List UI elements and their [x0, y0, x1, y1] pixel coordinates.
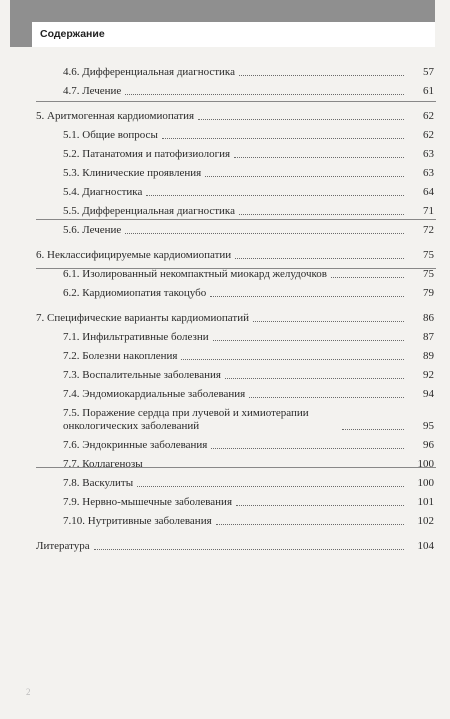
section-divider: [36, 219, 436, 220]
toc-entry: [36, 224, 434, 237]
toc-entry: [36, 205, 434, 218]
toc-entry: [36, 129, 434, 142]
dot-leader: [210, 296, 404, 297]
dot-leader: [211, 448, 404, 449]
section-divider: [36, 101, 436, 102]
toc-page-number: 100: [417, 458, 434, 470]
toc-entry-label: 4.7. Лечение: [63, 85, 122, 97]
toc-entry: [36, 85, 434, 98]
toc-chapter-label: 7. Специфические варианты кардиомиопатий: [36, 312, 249, 324]
toc-entry-label: 5.1. Общие вопросы: [63, 129, 158, 141]
toc-entry: [36, 350, 434, 363]
toc-page-number: 101: [417, 496, 434, 508]
toc-entry-label: 7.7. Коллагенозы: [63, 458, 143, 470]
toc-page-number: 72: [423, 224, 434, 236]
dot-leader: [137, 486, 404, 487]
toc-entry-label: 7.2. Болезни накопления: [63, 350, 178, 362]
toc-page-number: 89: [423, 350, 434, 362]
toc-page-number: 104: [417, 540, 434, 552]
toc-page-number: 95: [423, 420, 434, 432]
table-of-contents: [36, 62, 434, 553]
dot-leader: [239, 214, 404, 215]
dot-leader: [125, 94, 404, 95]
toc-entry: [36, 369, 434, 382]
dot-leader: [239, 75, 404, 76]
dot-leader: [162, 138, 404, 139]
toc-entry-label: 5.3. Клинические проявления: [63, 167, 202, 179]
toc-chapter-label: 5. Аритмогенная кардиомиопатия: [36, 110, 195, 122]
toc-entry-label: 6.1. Изолированный некомпактный миокард желудочков: [63, 268, 327, 280]
dot-leader: [94, 549, 404, 550]
toc-entry: [36, 388, 434, 401]
dot-leader: [146, 195, 404, 196]
toc-chapter: [36, 312, 434, 325]
toc-entry: [36, 268, 434, 281]
toc-page-number: 96: [423, 439, 434, 451]
dot-leader: [234, 157, 404, 158]
section-divider: [36, 268, 436, 269]
dot-leader: [205, 176, 404, 177]
toc-chapter-label: 6. Неклассифицируемые кардиомиопатии: [36, 249, 232, 261]
toc-entry-label: 4.6. Дифференциальная диагностика: [63, 66, 235, 78]
section-divider: [36, 467, 436, 468]
toc-page-number: 71: [423, 205, 434, 217]
toc-page-number: 86: [423, 312, 434, 324]
toc-page-number: 63: [423, 167, 434, 179]
toc-chapter: [36, 110, 434, 123]
dot-leader: [213, 340, 404, 341]
toc-entry-label: 7.9. Нервно-мышечные заболевания: [63, 496, 233, 508]
toc-entry-label: 7.4. Эндомиокардиальные заболевания: [63, 388, 246, 400]
toc-entry-label: 7.3. Воспалительные заболевания: [63, 369, 221, 381]
dot-leader: [342, 429, 404, 430]
toc-page-number: 62: [423, 110, 434, 122]
dot-leader: [236, 505, 404, 506]
dot-leader: [181, 359, 404, 360]
toc-page-number: 57: [423, 66, 434, 78]
toc-chapter: [36, 249, 434, 262]
toc-page-number: 61: [423, 85, 434, 97]
page-title: Содержание: [40, 28, 105, 40]
toc-entry: [36, 515, 434, 528]
dot-leader: [216, 524, 404, 525]
toc-entry: [36, 186, 434, 199]
toc-page-number: 64: [423, 186, 434, 198]
toc-page-number: 87: [423, 331, 434, 343]
toc-entry-label: 5.2. Патанатомия и патофизиология: [63, 148, 231, 160]
dot-leader: [253, 321, 404, 322]
dot-leader: [235, 258, 404, 259]
toc-entry-label: 5.4. Диагностика: [63, 186, 143, 198]
toc-page-number: 63: [423, 148, 434, 160]
toc-entry-label: 7.5. Поражение сердца при лучевой и химиотерапии онкологических заболеваний: [63, 407, 309, 432]
toc-page-number: 102: [417, 515, 434, 527]
toc-page-number: 94: [423, 388, 434, 400]
page-corner-mark: 2: [26, 687, 31, 697]
dot-leader: [125, 233, 404, 234]
toc-entry-label: 7.1. Инфильтративные болезни: [63, 331, 209, 343]
toc-entry: [36, 66, 434, 79]
toc-entry-label: 5.6. Лечение: [63, 224, 122, 236]
toc-entry: [36, 148, 434, 161]
toc-chapter-label: Литература: [36, 540, 90, 552]
toc-entry: [36, 439, 434, 452]
toc-page-number: 75: [423, 249, 434, 261]
dot-leader: [331, 277, 404, 278]
toc-page-number: 62: [423, 129, 434, 141]
dot-leader: [225, 378, 404, 379]
toc-entry: [36, 477, 434, 490]
toc-entry-label: 7.6. Эндокринные заболевания: [63, 439, 208, 451]
dot-leader: [198, 119, 404, 120]
toc-entry-label: 5.5. Дифференциальная диагностика: [63, 205, 235, 217]
toc-entry: [36, 496, 434, 509]
dot-leader: [249, 397, 404, 398]
toc-entry-label: 6.2. Кардиомиопатия такоцубо: [63, 287, 207, 299]
toc-page-number: 100: [417, 477, 434, 489]
toc-entry: [36, 167, 434, 180]
toc-entry-label: 7.10. Нутритивные заболевания: [63, 515, 212, 527]
toc-page-number: 79: [423, 287, 434, 299]
toc-page-number: 92: [423, 369, 434, 381]
toc-entry: [36, 331, 434, 344]
toc-chapter: [36, 540, 434, 553]
toc-entry: [36, 287, 434, 300]
toc-entry: [36, 407, 434, 433]
toc-entry: [36, 458, 434, 471]
toc-page-number: 75: [423, 268, 434, 280]
toc-entry-label: 7.8. Васкулиты: [63, 477, 134, 489]
